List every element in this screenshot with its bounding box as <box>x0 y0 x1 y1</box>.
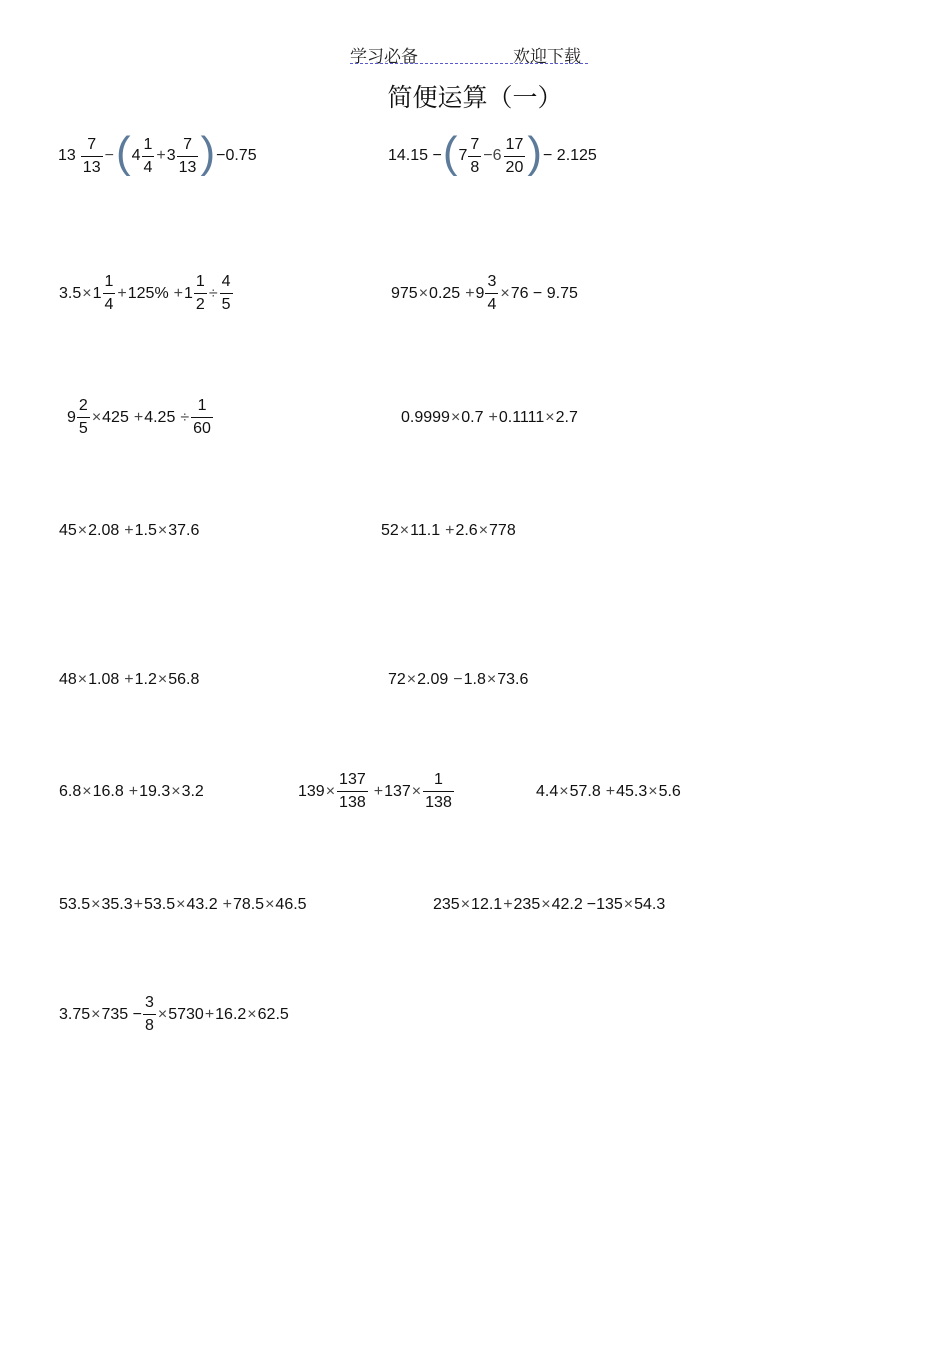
fraction: $\frac{2}{5}$ <box>78 397 88 437</box>
exercise-7: 45 × 2.08 + 1.5 × 37.6 <box>59 522 200 539</box>
exercise-13: 4.4 × 57.8 + 45.3 × 5.6 <box>536 783 681 800</box>
exercise-15: 235 × 12.1 + 235 × 42.2 −135 × 54.3 <box>433 896 666 913</box>
exercise-14: 53.5 × 35.3 + 53.5 × 43.2 + 78.5 × 46.5 <box>59 896 307 913</box>
fraction: $\frac{1}{60}$ <box>193 397 211 437</box>
right-paren: ) <box>200 128 216 177</box>
fraction: $\frac{1}{2}$ <box>195 273 205 313</box>
exercise-16: 3.75 × 735 − $\frac{3}{8}$ × 5730 + 16.2 × 62.5 <box>59 994 289 1034</box>
header-right: 欢迎下载 <box>513 47 581 67</box>
exercise-12: 139 × $\frac{137}{138}$ + 137 × $\frac{1}{138}$ <box>298 771 452 811</box>
header-left: 学习必备 <box>350 47 418 67</box>
exercise-6: 0.9999 × 0.7 + 0.1111 × 2.7 <box>401 409 578 426</box>
fraction: $\frac{137}{138}$ <box>339 771 366 811</box>
exercise-5: 9 $\frac{2}{5}$ × 425 + 4.25 ÷ $\frac{1}{60}$ <box>67 397 211 437</box>
left-paren: ( <box>115 128 131 177</box>
fraction: $\frac{1}{4}$ <box>104 273 114 313</box>
fraction: $\frac{1}{138}$ <box>425 771 452 811</box>
exercise-3: 3.5 × 1 $\frac{1}{4}$ + 125% + 1 $\frac{1}{2}$ ÷ $\frac{4}{5}$ <box>59 273 231 313</box>
left-paren: ( <box>442 128 458 177</box>
exercise-8: 52 × 11.1 + 2.6 × 778 <box>381 522 516 539</box>
fraction: $\frac{3}{4}$ <box>487 273 497 313</box>
right-paren: ) <box>527 128 542 177</box>
fraction: $\frac{7}{8}$ <box>470 135 480 176</box>
fraction: $\frac{3}{8}$ <box>144 994 154 1034</box>
fraction: $\frac{7}{13}$ <box>82 135 101 176</box>
exercise-1: 13 $\frac{7}{13}$ − ( 4 $\frac{1}{4}$ + 3 $\frac{7}{13}$ ) −0.75 <box>58 128 257 177</box>
exercise-2: 14.15 − ( 7 $\frac{7}{8}$ −6 $\frac{17}{20}$ ) − 2.125 <box>388 128 597 177</box>
exercise-4: 975 × 0.25 + 9 $\frac{3}{4}$ × 76 − 9.75 <box>391 273 578 313</box>
fraction: $\frac{17}{20}$ <box>505 135 524 176</box>
exercise-10: 72 × 2.09 − 1.8 × 73.6 <box>388 671 529 688</box>
header-divider <box>350 63 588 64</box>
fraction: $\frac{1}{4}$ <box>143 135 153 176</box>
page-title: 简便运算（一） <box>387 83 563 112</box>
exercise-9: 48 × 1.08 + 1.2 × 56.8 <box>59 671 200 688</box>
exercise-11: 6.8 × 16.8 + 19.3 × 3.2 <box>59 783 204 800</box>
fraction: $\frac{4}{5}$ <box>221 273 231 313</box>
fraction: $\frac{7}{13}$ <box>178 135 197 176</box>
